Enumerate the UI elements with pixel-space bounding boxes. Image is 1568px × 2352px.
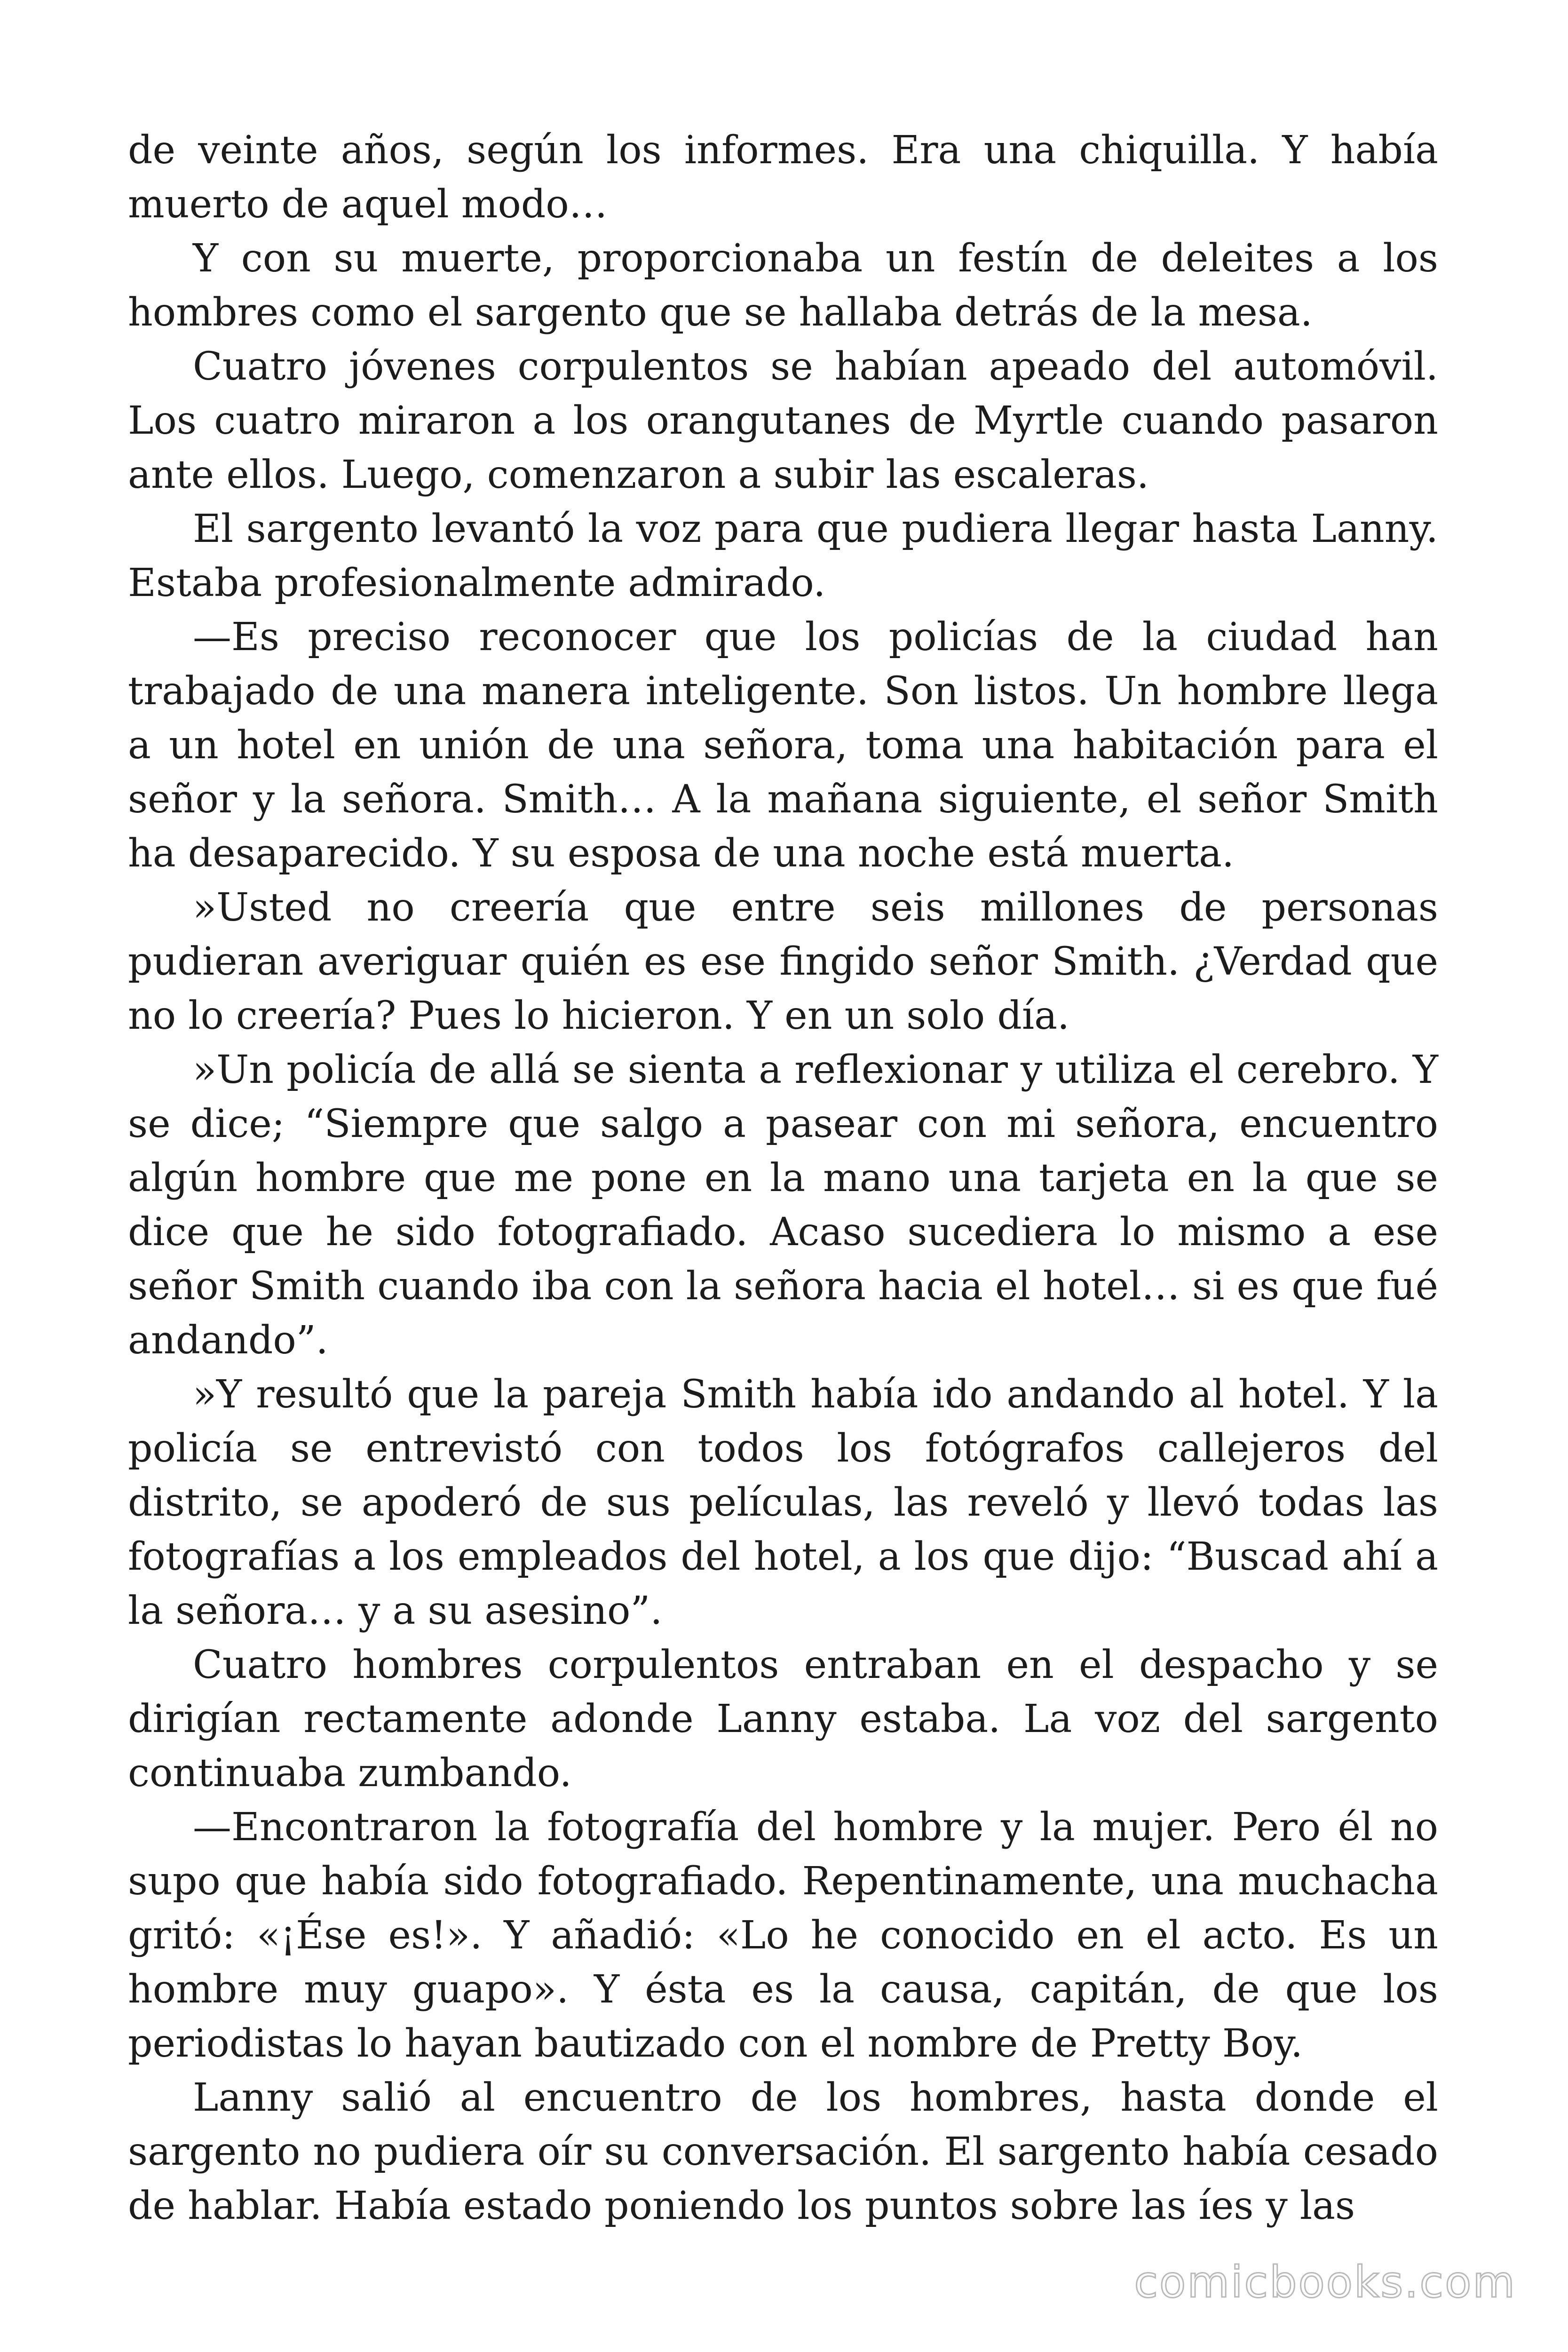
paragraph: El sargento levantó la voz para que pudiera llegar hasta Lanny. Estaba profesionalmente admirado.	[128, 507, 1438, 605]
body-text	[128, 123, 1438, 2233]
paragraph: Y con su muerte, proporcionaba un festín de deleites a los hombres como el sargento que se hallaba detrás de la mesa.	[128, 236, 1438, 335]
paragraph: de veinte años, según los informes. Era una chiquilla. Y había muerto de aquel modo…	[128, 128, 1438, 227]
paragraph: »Y resultó que la pareja Smith había ido andando al hotel. Y la policía se entrevistó con todos los fotógrafos callejeros del distrito, se apoderó de sus películas, las reveló y llevó todas las fotografías a los empleados del hotel, a los que dijo: “Buscad ahí a la señora… y a su asesino”.	[128, 1372, 1438, 1633]
paragraph: Cuatro hombres corpulentos entraban en el despacho y se dirigían rectamente adonde Lanny estaba. La voz del sargento continuaba zumbando.	[128, 1643, 1438, 1796]
paragraph: »Un policía de allá se sienta a reflexionar y utiliza el cerebro. Y se dice; “Siempre que salgo a pasear con mi señora, encuentro algún hombre que me pone en la mano una tarjeta en la que se dice que he sido fotografiado. Acaso sucediera lo mismo a ese señor Smith cuando iba con la señora hacia el hotel… si es que fué andando”.	[128, 1048, 1438, 1363]
paragraph: —Encontraron la fotografía del hombre y la mujer. Pero él no supo que había sido fotografiado. Repentinamente, una muchacha gritó: «¡Ése es!». Y añadió: «Lo he conocido en el acto. Es un hombre muy guapo». Y ésta es la causa, capitán, de que los periodistas lo hayan bautizado con el nombre de Pretty Boy.	[128, 1805, 1438, 2066]
paragraph: Cuatro jóvenes corpulentos se habían apeado del automóvil. Los cuatro miraron a los orangutanes de Myrtle cuando pasaron ante ellos. Luego, comenzaron a subir las escaleras.	[128, 344, 1438, 497]
paragraph: »Usted no creería que entre seis millones de personas pudieran averiguar quién es ese fingido señor Smith. ¿Verdad que no lo creería? Pues lo hicieron. Y en un solo día.	[128, 885, 1438, 1038]
watermark: comicbooks.com	[1134, 2257, 1516, 2307]
paragraph: Lanny salió al encuentro de los hombres, hasta donde el sargento no pudiera oír su conversación. El sargento había cesado de hablar. Había estado poniendo los puntos sobre las íes y las	[128, 2075, 1438, 2228]
paragraph: —Es preciso reconocer que los policías de la ciudad han trabajado de una manera inteligente. Son listos. Un hombre llega a un hotel en unión de una señora, toma una habitación para el señor y la señora. Smith… A la mañana siguiente, el señor Smith ha desaparecido. Y su esposa de una noche está muerta.	[128, 615, 1438, 876]
